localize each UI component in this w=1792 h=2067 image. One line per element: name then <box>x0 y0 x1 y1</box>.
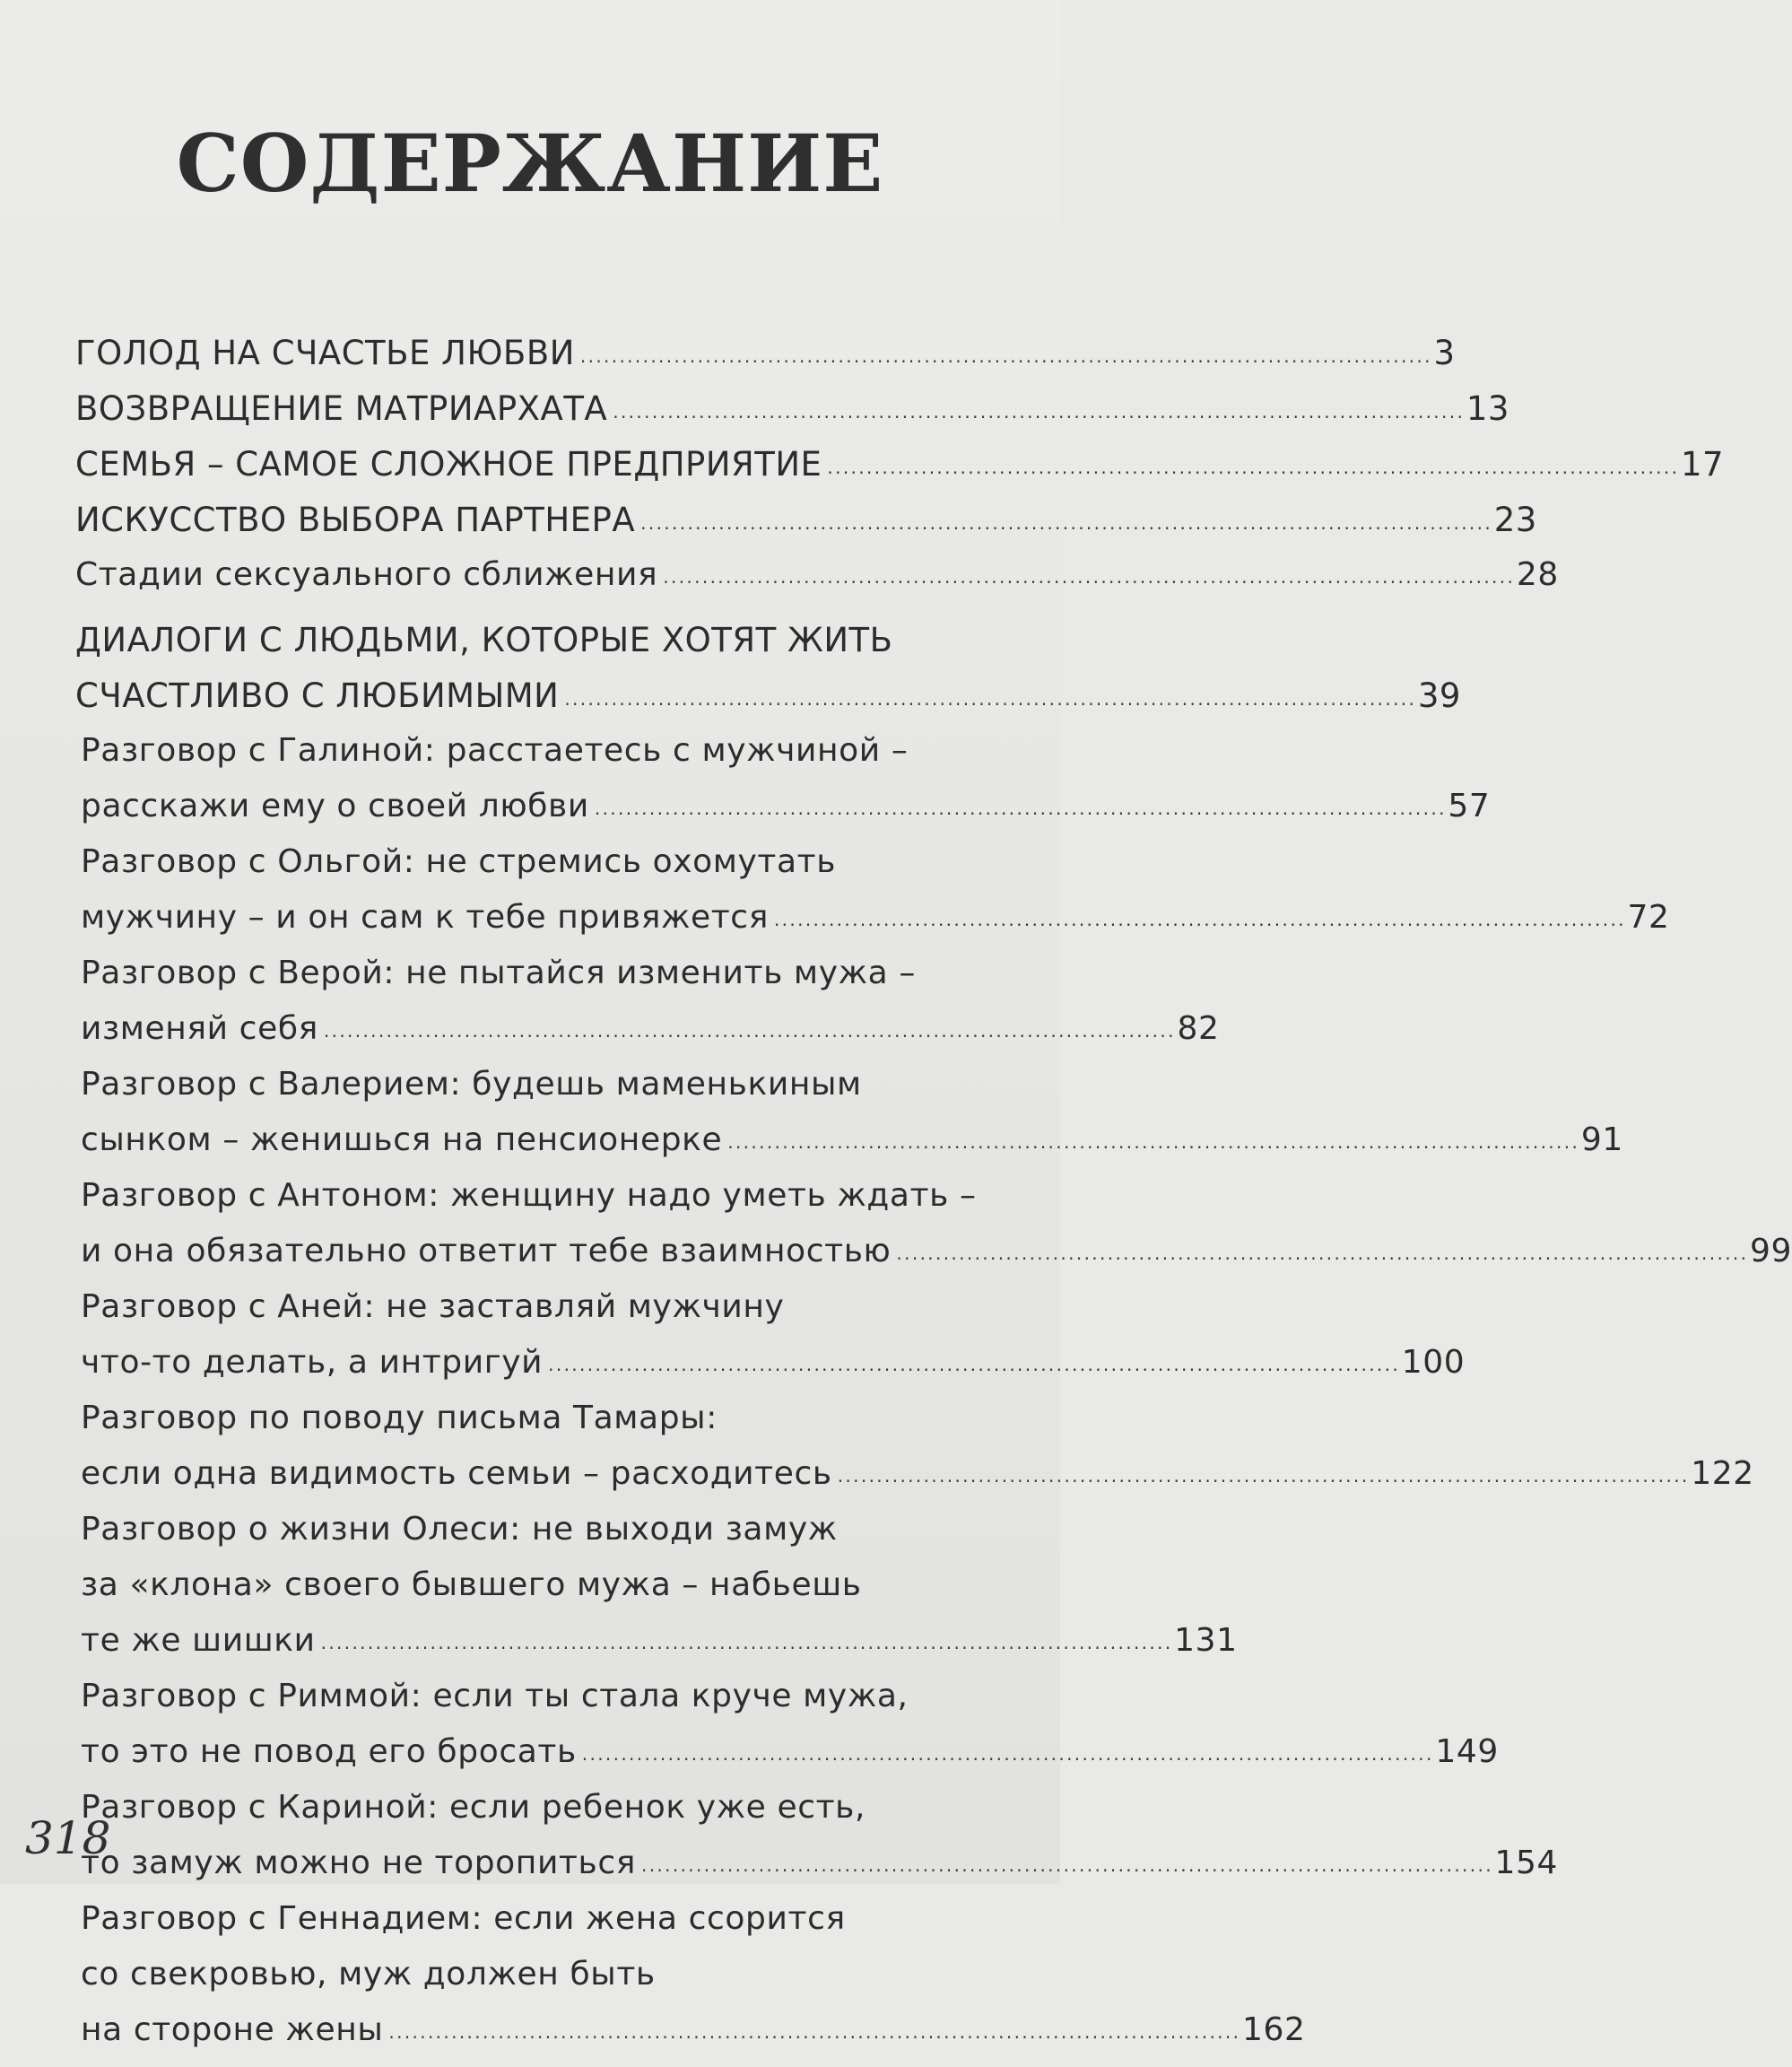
dot-leader <box>564 679 1413 716</box>
dot-leader <box>595 789 1443 824</box>
toc-entry-text: на стороне жены <box>81 2011 384 2048</box>
toc-entry-text: Разговор с Ольгой: не стремись охомутать <box>81 843 837 880</box>
toc-entry-text: Разговор с Аней: не заставляй мужчину <box>81 1288 785 1325</box>
toc-entry-line <box>75 676 1461 732</box>
toc-entry-line <box>75 1400 1051 1455</box>
toc-entry-text: за «клона» своего бывшего мужа – набьешь <box>81 1566 862 1603</box>
toc-page-number: 100 <box>1401 1344 1466 1381</box>
toc-entry-text: мужчину – и он сам к тебе привяжется <box>81 899 769 936</box>
toc-page-number: 13 <box>1466 389 1509 428</box>
toc-entry <box>75 1789 1559 1900</box>
toc-entry-line <box>75 1566 1051 1622</box>
toc-entry-text: Разговор с Верой: не пытайся изменить мужа – <box>81 955 916 991</box>
toc-entry-line <box>75 732 1051 788</box>
toc-entry <box>75 389 1509 445</box>
toc-entry-text: сынком – женишься на пенсионерке <box>81 1121 723 1158</box>
toc-entry-line <box>75 1845 1559 1900</box>
toc-entry-text: Разговор по поводу письма Тамары: <box>81 1400 718 1436</box>
toc-entry <box>75 334 1456 389</box>
toc-entry <box>75 1900 1306 2067</box>
toc-entry-text: то это не повод его бросать <box>81 1733 577 1770</box>
toc-entry-line <box>75 556 1559 612</box>
dot-leader <box>613 392 1461 429</box>
toc-entry-line <box>75 1455 1754 1511</box>
toc-entry-line <box>75 1733 1499 1789</box>
toc-page-number: 91 <box>1580 1121 1623 1158</box>
toc-entry-text: ВОЗВРАЩЕНИЕ МАТРИАРХАТА <box>75 389 608 428</box>
toc-page-number: 23 <box>1493 501 1537 539</box>
dot-leader <box>582 1734 1431 1770</box>
toc-entry-text: те же шишки <box>81 1622 316 1659</box>
toc-entry-line <box>75 1789 1051 1845</box>
toc-page-number: 82 <box>1177 1010 1220 1047</box>
toc-entry-text: что-то делать, а интригуй <box>81 1344 544 1381</box>
toc-entry <box>75 445 1725 501</box>
toc-entry-line <box>75 445 1725 501</box>
toc-entry <box>75 732 1491 843</box>
dot-leader <box>640 503 1489 540</box>
toc-entry-text: изменяй себя <box>81 1010 318 1047</box>
toc-entry <box>75 1511 1238 1678</box>
toc-entry-line <box>75 389 1509 445</box>
toc-entry-text: со свекровью, муж должен быть <box>81 1956 656 1993</box>
page-title: СОДЕРЖАНИЕ <box>176 117 884 210</box>
toc-page-number: 3 <box>1433 334 1456 372</box>
dot-leader <box>896 1234 1744 1269</box>
toc-entry <box>75 1288 1466 1400</box>
toc-entry-line <box>75 1344 1466 1400</box>
dot-leader <box>641 1845 1490 1881</box>
toc-entry <box>75 556 1559 612</box>
toc-entry <box>75 1400 1754 1511</box>
toc-entry-line <box>75 1233 1792 1288</box>
dot-leader <box>827 448 1675 484</box>
toc-entry-line <box>75 1511 1051 1566</box>
toc-entry <box>75 1177 1792 1288</box>
toc-entry-line <box>75 2011 1306 2067</box>
page-number: 318 <box>25 1812 111 1864</box>
toc-entry-line <box>75 843 1051 899</box>
toc-entry <box>75 501 1537 556</box>
toc-entry <box>75 1678 1499 1789</box>
toc-entry-text: СЕМЬЯ – САМОЕ СЛОЖНОЕ ПРЕДПРИЯТИЕ <box>75 445 822 484</box>
dot-leader <box>774 900 1622 936</box>
toc-entry <box>75 955 1220 1066</box>
toc-entry-line <box>75 1900 1051 1956</box>
toc-page-number: 99 <box>1749 1233 1792 1269</box>
dot-leader <box>324 1011 1172 1047</box>
toc-page-number: 57 <box>1448 788 1491 824</box>
toc-entry <box>75 621 1461 732</box>
toc-entry-text: Разговор с Валерием: будешь маменькиным <box>81 1066 862 1103</box>
toc-entry-line <box>75 1956 1051 2011</box>
toc-entry-line <box>75 334 1456 389</box>
dot-leader <box>548 1345 1396 1381</box>
toc-page-number: 39 <box>1417 676 1461 715</box>
toc-entry-text: СЧАСТЛИВО С ЛЮБИМЫМИ <box>75 676 560 715</box>
toc-entry-line <box>75 788 1491 843</box>
toc-page-number: 72 <box>1627 899 1670 936</box>
toc-entry-line <box>75 1288 1051 1344</box>
toc-entry-line <box>75 621 1051 676</box>
toc-entry-text: ИСКУССТВО ВЫБОРА ПАРТНЕРА <box>75 501 636 539</box>
toc-entry-text: расскажи ему о своей любви <box>81 788 589 824</box>
toc-entry-text: ГОЛОД НА СЧАСТЬЕ ЛЮБВИ <box>75 334 575 372</box>
toc-entry-line <box>75 955 1051 1010</box>
toc-entry-text: Разговор с Геннадием: если жена ссорится <box>81 1900 846 1937</box>
toc-page-number: 28 <box>1516 556 1559 593</box>
toc-entry-line <box>75 501 1537 556</box>
dot-leader <box>663 557 1511 593</box>
dot-leader <box>580 336 1429 373</box>
toc-page-number: 162 <box>1241 2011 1306 2048</box>
toc-entry <box>75 1066 1623 1177</box>
dot-leader <box>838 1456 1686 1492</box>
toc-entry-line <box>75 1010 1220 1066</box>
toc-entry-line <box>75 1066 1051 1121</box>
toc-entry-line <box>75 899 1670 955</box>
toc-page-number: 17 <box>1680 445 1725 484</box>
toc-page-number: 122 <box>1691 1455 1754 1492</box>
toc-entry-text: ДИАЛОГИ С ЛЮДЬМИ, КОТОРЫЕ ХОТЯТ ЖИТЬ <box>75 621 893 659</box>
toc-entry <box>75 843 1670 955</box>
toc-entry-line <box>75 1678 1051 1733</box>
toc-page-number: 131 <box>1174 1622 1238 1659</box>
toc-entry-text: Разговор с Риммой: если ты стала круче мужа, <box>81 1678 909 1714</box>
toc-entry-text: Разговор о жизни Олеси: не выходи замуж <box>81 1511 838 1548</box>
toc-entry-text: Стадии сексуального сближения <box>75 556 658 593</box>
toc-entry-line <box>75 1622 1238 1678</box>
toc-entry-line <box>75 1121 1623 1177</box>
toc-entry-text: и она обязательно ответит тебе взаимностью <box>81 1233 892 1269</box>
toc-entry-text: Разговор с Кариной: если ребенок уже есть, <box>81 1789 866 1826</box>
dot-leader <box>388 2012 1237 2048</box>
toc-entry-text: если одна видимость семьи – расходитесь <box>81 1455 832 1492</box>
toc-entry-text: Разговор с Галиной: расстаетесь с мужчиной – <box>81 732 909 769</box>
toc-entry-text: то замуж можно не торопиться <box>81 1845 636 1881</box>
dot-leader <box>727 1122 1576 1158</box>
toc-entry-text: Разговор с Антоном: женщину надо уметь ждать – <box>81 1177 977 1214</box>
toc-entry-line <box>75 1177 1051 1233</box>
table-of-contents <box>75 334 1792 2067</box>
toc-page-number: 154 <box>1494 1845 1559 1881</box>
toc-page-number: 149 <box>1435 1733 1499 1770</box>
dot-leader <box>321 1623 1170 1659</box>
